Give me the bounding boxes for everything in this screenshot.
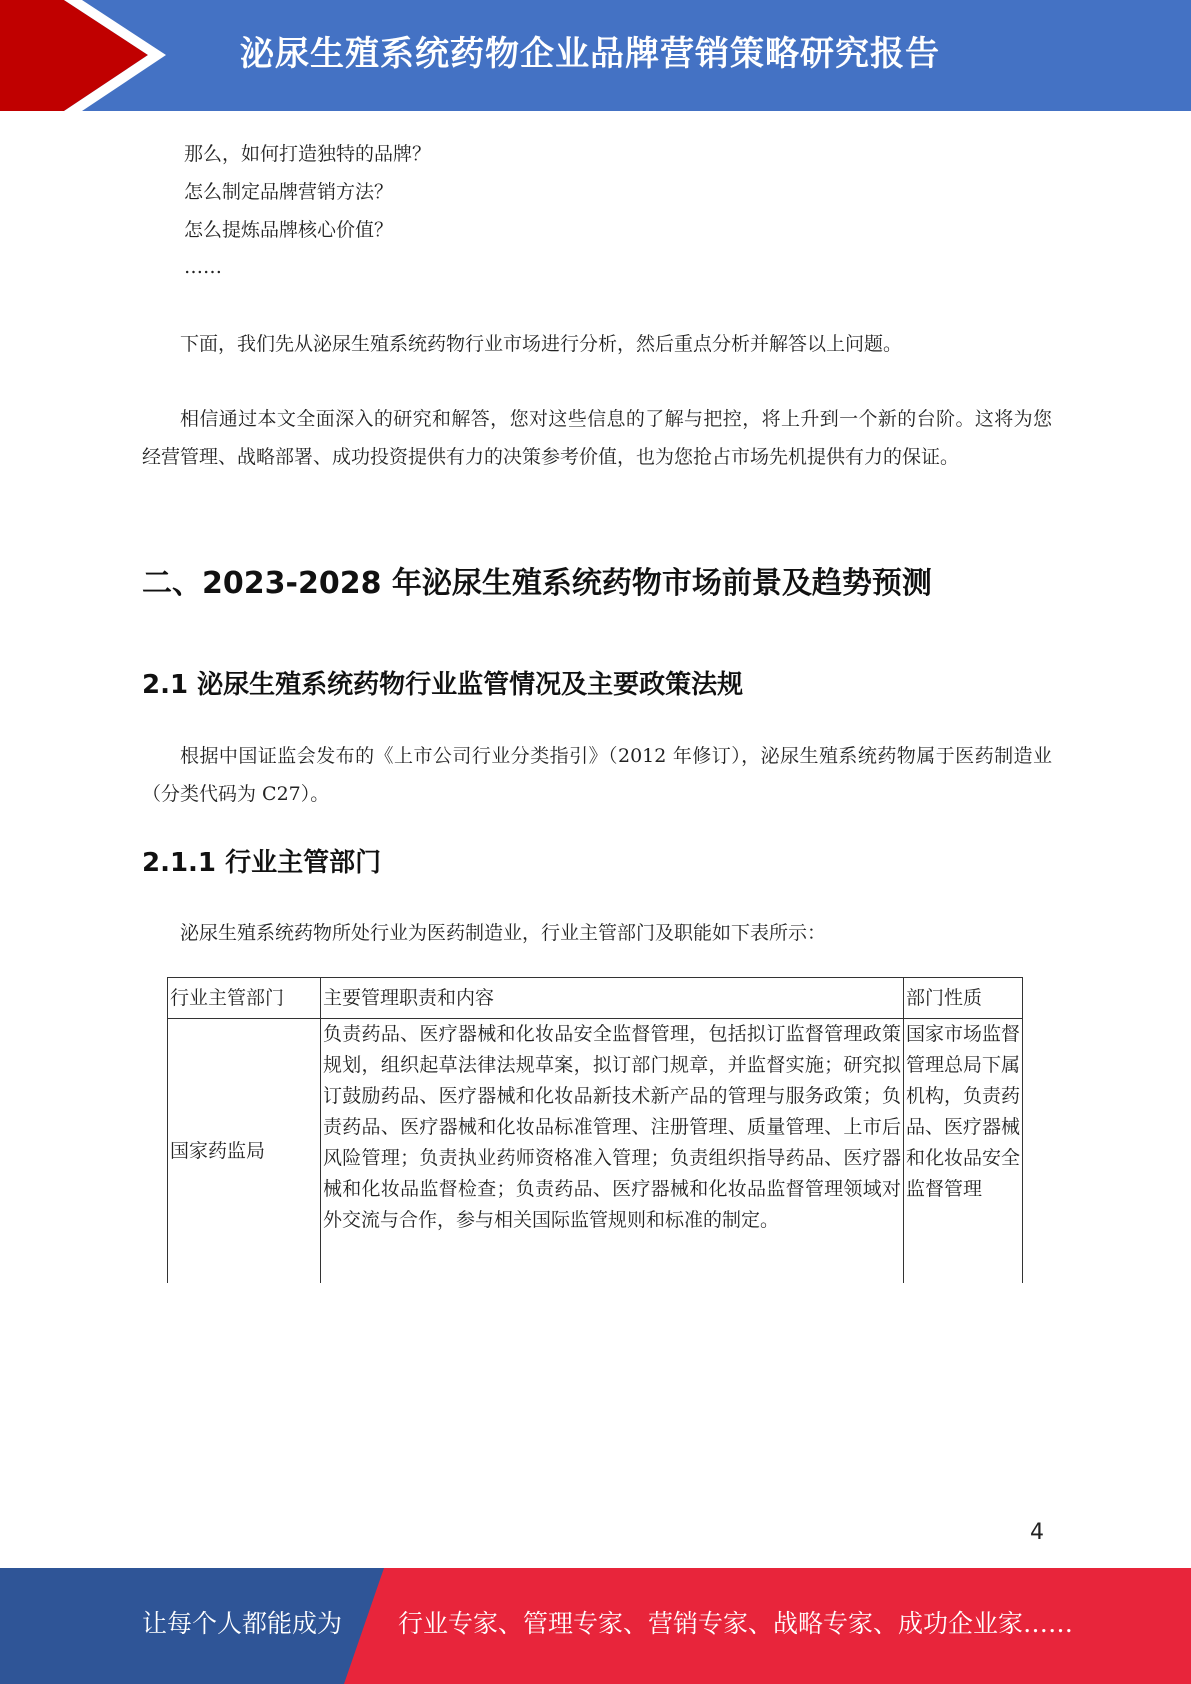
table-header-dept: 行业主管部门	[168, 978, 321, 1019]
section-2-1-heading: 2.1 泌尿生殖系统药物行业监管情况及主要政策法规	[142, 670, 744, 700]
table-header-row	[168, 978, 1023, 1019]
section-2-1-paragraph: 根据中国证监会发布的《上市公司行业分类指引》（2012 年修订），泌尿生殖系统药物属于医药制造业（分类代码为 C27）。	[142, 745, 1052, 805]
footer-slogan-left: 让每个人都能成为	[142, 1609, 343, 1638]
table-cell-dept: 国家药监局	[168, 1019, 321, 1284]
page-header	[0, 0, 1191, 111]
intro-paragraph-2: 相信通过本文全面深入的研究和解答，您对这些信息的了解与把控，将上升到一个新的台阶。这将为您经营管理、战略部署、成功投资提供有力的决策参考价值，也为您抢占市场先机提供有力的保证。	[142, 408, 1052, 468]
table-header-nature: 部门性质	[904, 978, 1023, 1019]
intro-ellipsis: ……	[184, 256, 222, 278]
table-row	[168, 1019, 1023, 1284]
intro-paragraph-1: 下面，我们先从泌尿生殖系统药物行业市场进行分析，然后重点分析并解答以上问题。	[180, 333, 903, 355]
table-cell-nature: 国家市场监督管理总局下属机构，负责药品、医疗器械和化妆品安全监督管理	[904, 1019, 1023, 1284]
page-footer	[0, 1568, 1191, 1684]
table-header-duties: 主要管理职责和内容	[321, 978, 904, 1019]
section-2-heading: 二、2023-2028 年泌尿生殖系统药物市场前景及趋势预测	[142, 566, 932, 601]
page-number: 4	[1030, 1520, 1044, 1545]
report-title: 泌尿生殖系统药物企业品牌营销策略研究报告	[240, 34, 940, 74]
section-2-1-1-paragraph: 泌尿生殖系统药物所处行业为医药制造业，行业主管部门及职能如下表所示：	[180, 922, 827, 944]
department-table	[167, 977, 1023, 1283]
section-2-1-1-heading: 2.1.1 行业主管部门	[142, 848, 382, 878]
table-cell-duties: 负责药品、医疗器械和化妆品安全监督管理，包括拟订监督管理政策规划，组织起草法律法规草案，拟订部门规章，并监督实施；研究拟订鼓励药品、医疗器械和化妆品新技术新产品的管理与服务政策；负责药品、医疗器械和化妆品标准管理、注册管理、质量管理、上市后风险管理；负责执业药师资格准入管理；负责组织指导药品、医疗器械和化妆品监督检查；负责药品、医疗器械和化妆品监督管理领域对外交流与合作，参与相关国际监管规则和标准的制定。	[321, 1019, 904, 1284]
intro-question-2: 怎么制定品牌营销方法？	[184, 181, 394, 203]
intro-question-3: 怎么提炼品牌核心价值？	[184, 219, 394, 241]
footer-slogan-right: 行业专家、管理专家、营销专家、战略专家、成功企业家……	[398, 1609, 1074, 1638]
intro-question-1: 那么，如何打造独特的品牌？	[184, 143, 432, 165]
